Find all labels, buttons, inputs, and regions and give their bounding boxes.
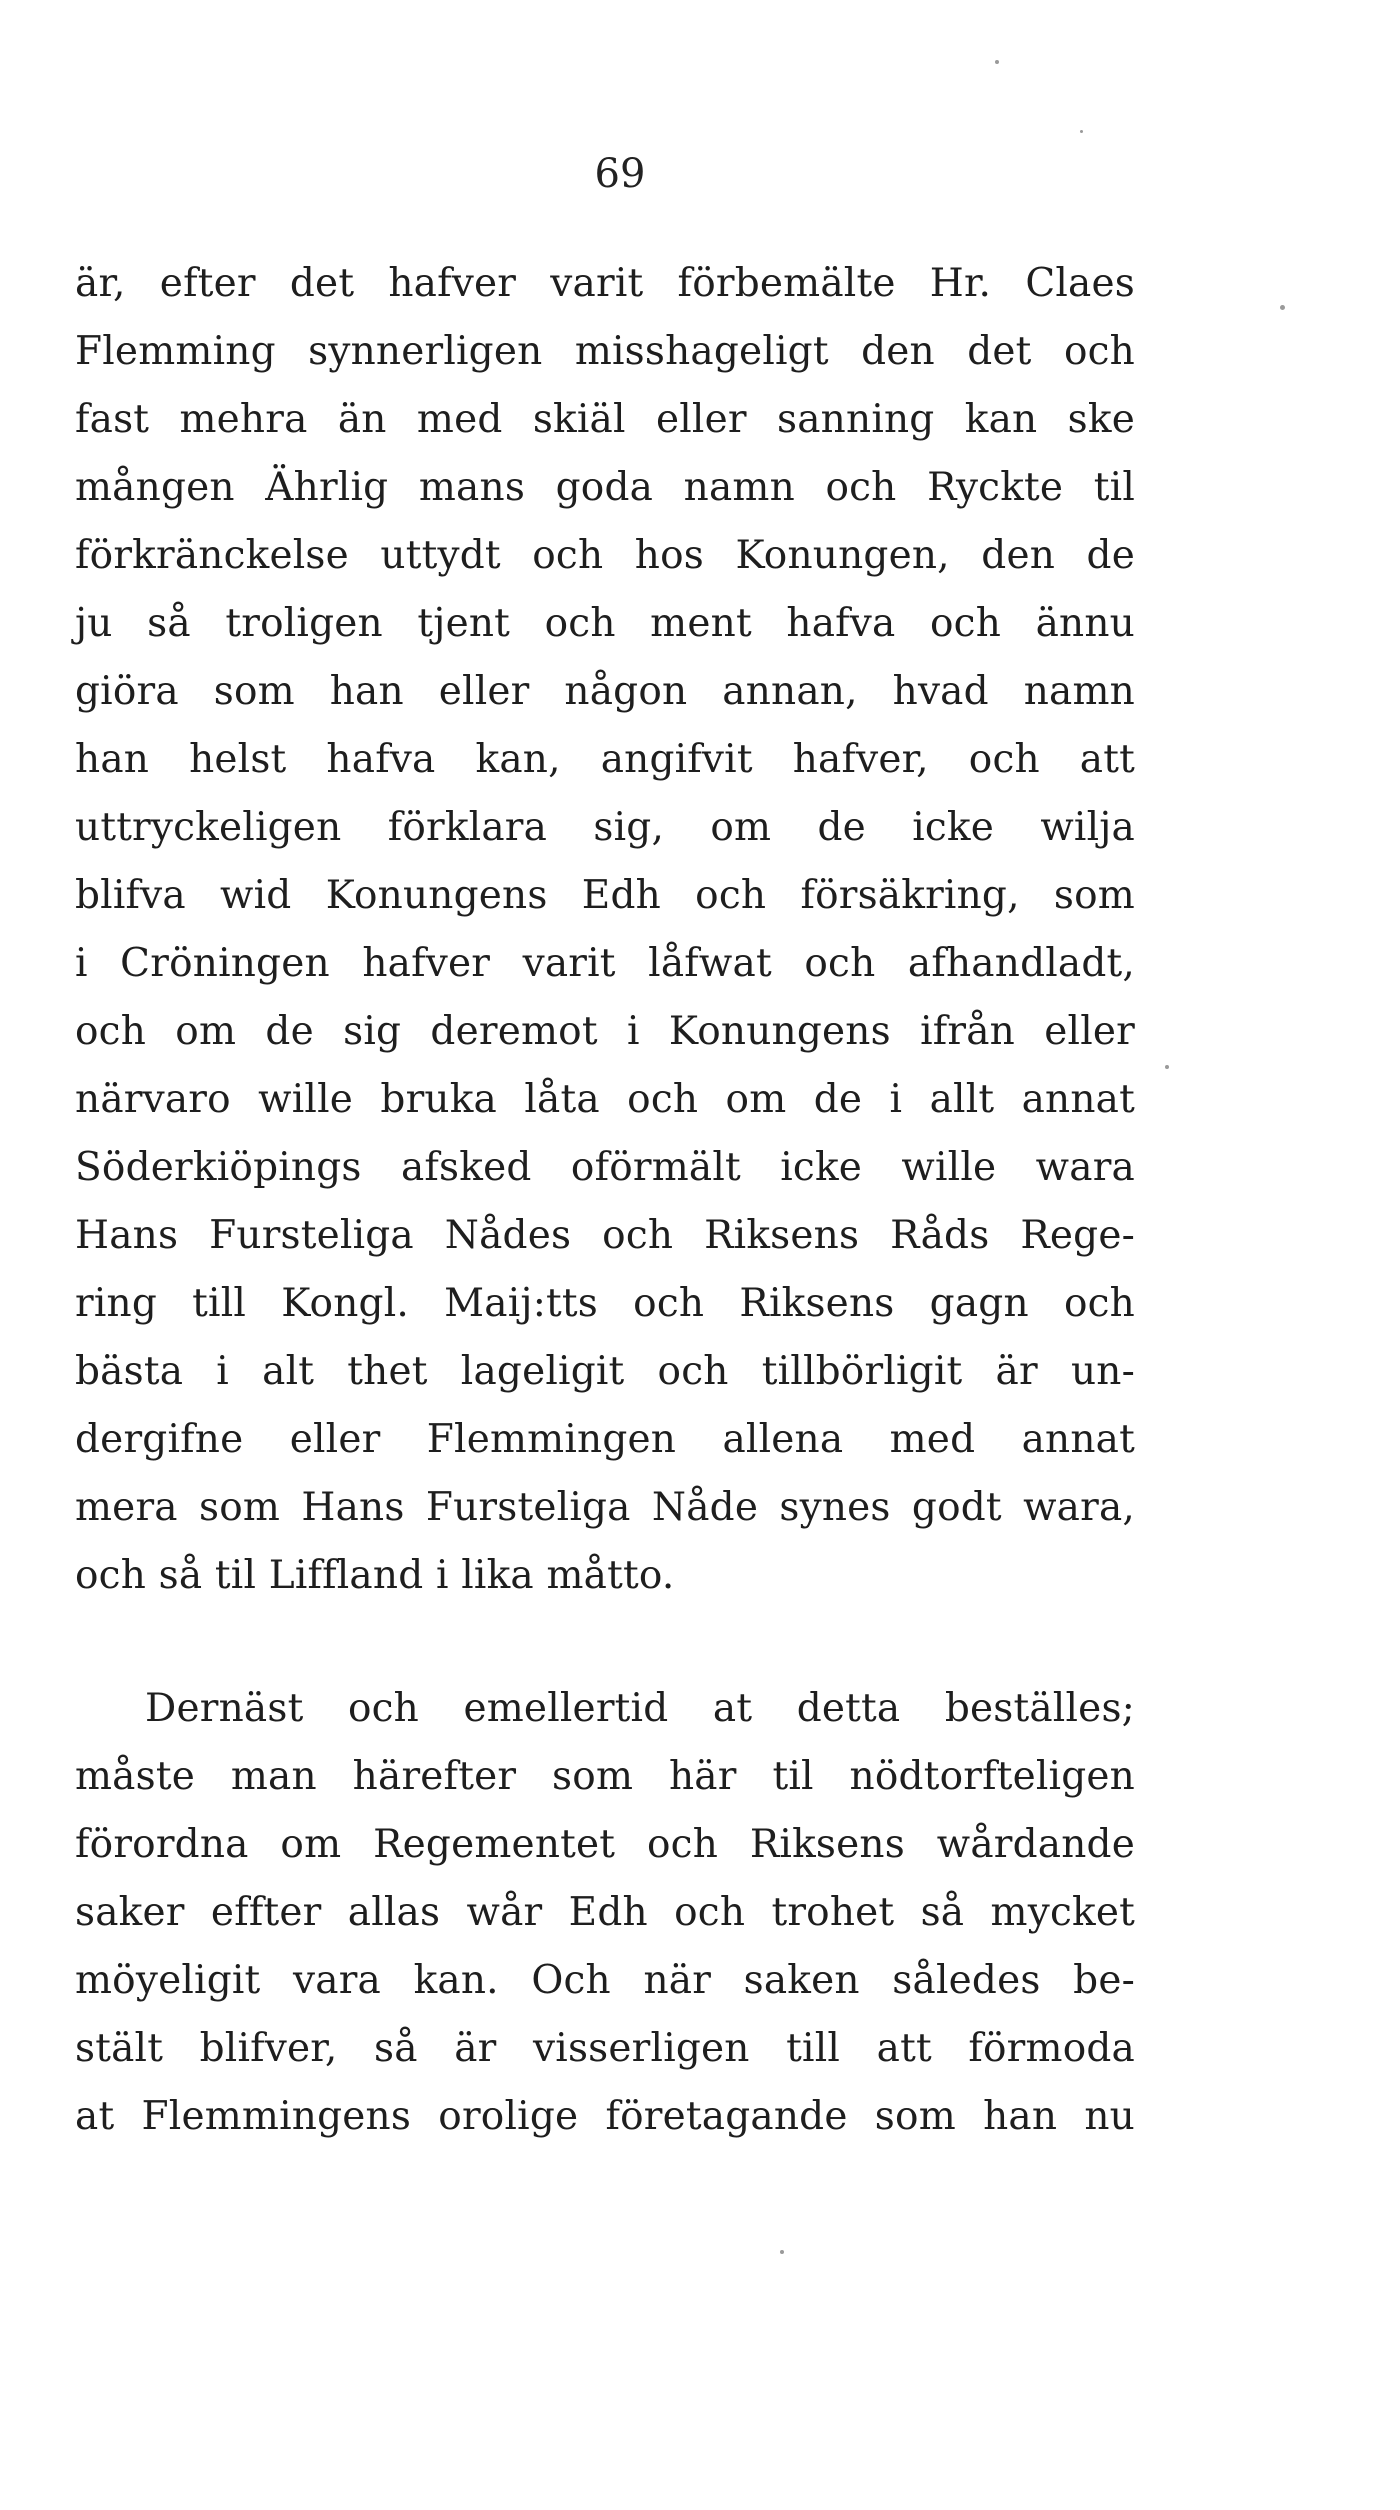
text-line: blifva wid Konungens Edh och försäkring, som (75, 873, 1135, 918)
text-line: Hans Fursteliga Nådes och Riksens Råds Rege- (75, 1213, 1135, 1258)
paper-speck (1080, 130, 1083, 133)
text-line: han helst hafva kan, angifvit hafver, och att (75, 737, 1135, 782)
page-number: 69 (594, 151, 646, 197)
text-line: stält blifver, så är visserligen till att förmoda (75, 2026, 1135, 2071)
text-line: närvaro wille bruka låta och om de i allt annat (75, 1077, 1135, 1122)
text-line: Dernäst och emellertid at detta beställes; (145, 1686, 1135, 1731)
paragraph-2 (75, 1675, 1135, 2151)
text-line: mera som Hans Fursteliga Nåde synes godt wara, (75, 1485, 1135, 1530)
text-line: at Flemmingens orolige företagande som han nu (75, 2094, 1135, 2139)
text-line: uttryckeligen förklara sig, om de icke wilja (75, 805, 1135, 850)
text-line: Flemming synnerligen misshageligt den det och (75, 329, 1135, 374)
paper-speck (995, 60, 999, 64)
text-line: möyeligit vara kan. Och när saken således be- (75, 1958, 1135, 2003)
text-line: Söderkiöpings afsked oförmält icke wille wara (75, 1145, 1135, 1190)
text-line: ju så troligen tjent och ment hafva och ännu (75, 601, 1135, 646)
text-line: och så til Liffland i lika måtto. (75, 1553, 675, 1598)
text-line: är, efter det hafver varit förbemälte Hr. Claes (75, 261, 1135, 306)
text-line: saker effter allas wår Edh och trohet så mycket (75, 1890, 1135, 1935)
text-line: fast mehra än med skiäl eller sanning kan ske (75, 397, 1135, 442)
paper-speck (1280, 305, 1285, 310)
text-line: måste man härefter som här til nödtorfteligen (75, 1754, 1135, 1799)
text-line: dergifne eller Flemmingen allena med annat (75, 1417, 1135, 1462)
text-line: och om de sig deremot i Konungens ifrån eller (75, 1009, 1135, 1054)
paragraph-1 (75, 250, 1135, 1610)
paper-speck (1165, 1065, 1169, 1069)
text-line: mången Ährlig mans goda namn och Ryckte til (75, 465, 1135, 510)
paper-speck (780, 2250, 784, 2254)
text-line: giöra som han eller någon annan, hvad namn (75, 669, 1135, 714)
text-line: i Cröningen hafver varit låfwat och afhandladt, (75, 941, 1135, 986)
text-line: ring till Kongl. Maij:tts och Riksens gagn och (75, 1281, 1135, 1326)
text-line: förordna om Regementet och Riksens wårdande (75, 1822, 1135, 1867)
text-line: förkränckelse uttydt och hos Konungen, den de (75, 533, 1135, 578)
text-line: bästa i alt thet lageligit och tillbörligit är un- (75, 1349, 1135, 1394)
